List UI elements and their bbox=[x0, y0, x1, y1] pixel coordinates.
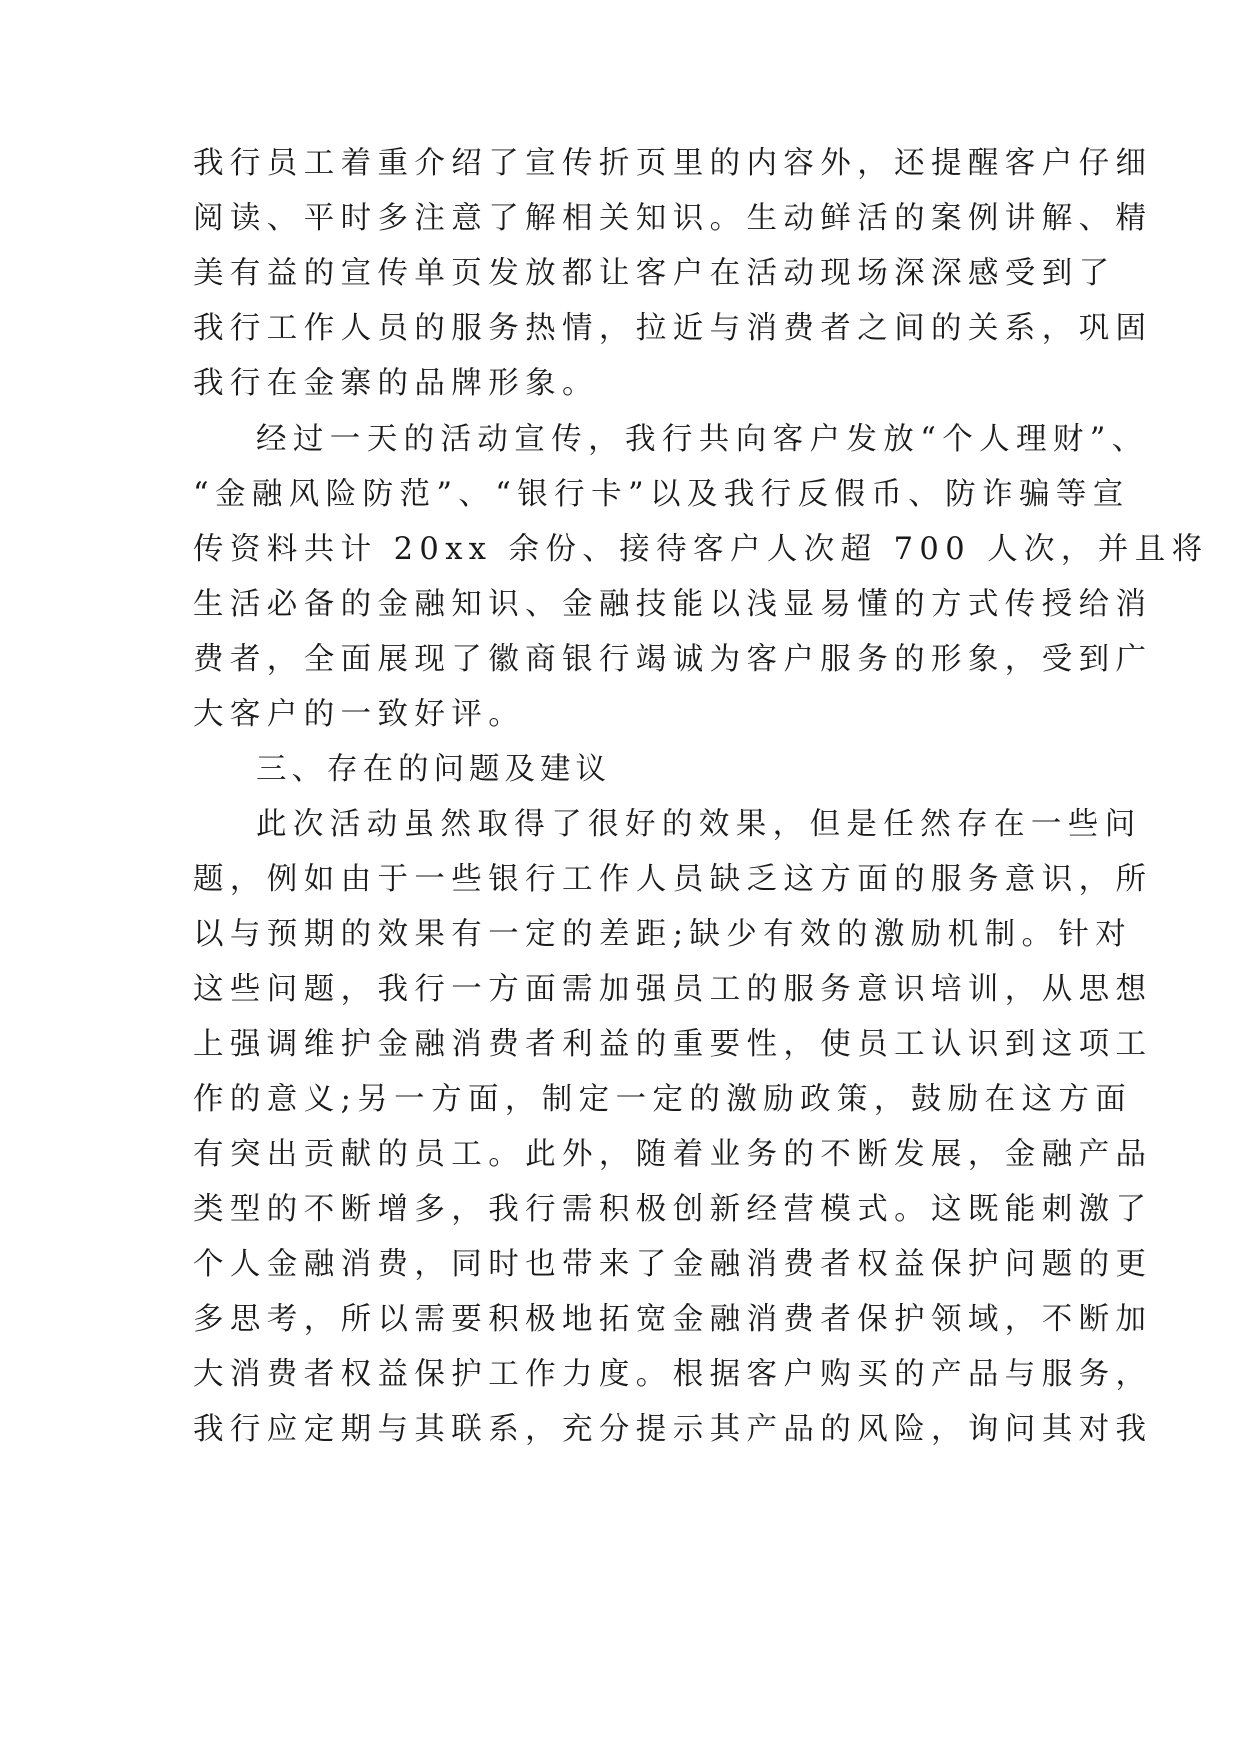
paragraph-3-line-11: 大消费者权益保护工作力度。根据客户购买的产品与服务， bbox=[193, 1357, 1153, 1392]
paragraph-3-line-6: 作的意义;另一方面，制定一定的激励政策，鼓励在这方面 bbox=[193, 1082, 1133, 1117]
paragraph-1-line-1: 我行员工着重介绍了宣传折页里的内容外，还提醒客户仔细 bbox=[193, 146, 1153, 181]
paragraph-3-line-12: 我行应定期与其联系，充分提示其产品的风险，询问其对我 bbox=[193, 1412, 1153, 1447]
paragraph-2-line-6: 大客户的一致好评。 bbox=[193, 697, 526, 732]
section-heading: 三、存在的问题及建议 bbox=[256, 752, 611, 787]
paragraph-2-line-5: 费者，全面展现了徽商银行竭诚为客户服务的形象，受到广 bbox=[193, 642, 1153, 677]
paragraph-3-line-1: 此次活动虽然取得了很好的效果，但是任然存在一些问 bbox=[256, 807, 1142, 842]
paragraph-3-line-9: 个人金融消费，同时也带来了金融消费者权益保护问题的更 bbox=[193, 1247, 1153, 1282]
paragraph-3-line-10: 多思考，所以需要积极地拓宽金融消费者保护领域，不断加 bbox=[193, 1302, 1153, 1337]
paragraph-2-line-3: 传资料共计 20xx 余份、接待客户人次超 700 人次，并且将 bbox=[193, 532, 1209, 567]
paragraph-3-line-3: 以与预期的效果有一定的差距;缺少有效的激励机制。针对 bbox=[193, 917, 1133, 952]
paragraph-3-line-8: 类型的不断增多，我行需积极创新经营模式。这既能刺激了 bbox=[193, 1192, 1153, 1227]
paragraph-3-line-5: 上强调维护金融消费者利益的重要性，使员工认识到这项工 bbox=[193, 1027, 1153, 1062]
paragraph-2-line-1: 经过一天的活动宣传，我行共向客户发放“个人理财”、 bbox=[256, 422, 1149, 457]
paragraph-3-line-2: 题，例如由于一些银行工作人员缺乏这方面的服务意识，所 bbox=[193, 862, 1153, 897]
paragraph-3-line-7: 有突出贡献的员工。此外，随着业务的不断发展，金融产品 bbox=[193, 1137, 1153, 1172]
paragraph-1-line-4: 我行工作人员的服务热情，拉近与消费者之间的关系，巩固 bbox=[193, 311, 1153, 346]
paragraph-2-line-4: 生活必备的金融知识、金融技能以浅显易懂的方式传授给消 bbox=[193, 587, 1153, 622]
paragraph-1-line-2: 阅读、平时多注意了解相关知识。生动鲜活的案例讲解、精 bbox=[193, 201, 1153, 236]
paragraph-3-line-4: 这些问题，我行一方面需加强员工的服务意识培训，从思想 bbox=[193, 972, 1153, 1007]
paragraph-1-line-5: 我行在金寨的品牌形象。 bbox=[193, 366, 599, 401]
paragraph-2-line-2: “金融风险防范”、“银行卡”以及我行反假币、防诈骗等宣 bbox=[193, 477, 1130, 512]
paragraph-1-line-3: 美有益的宣传单页发放都让客户在活动现场深深感受到了 bbox=[193, 256, 1116, 291]
